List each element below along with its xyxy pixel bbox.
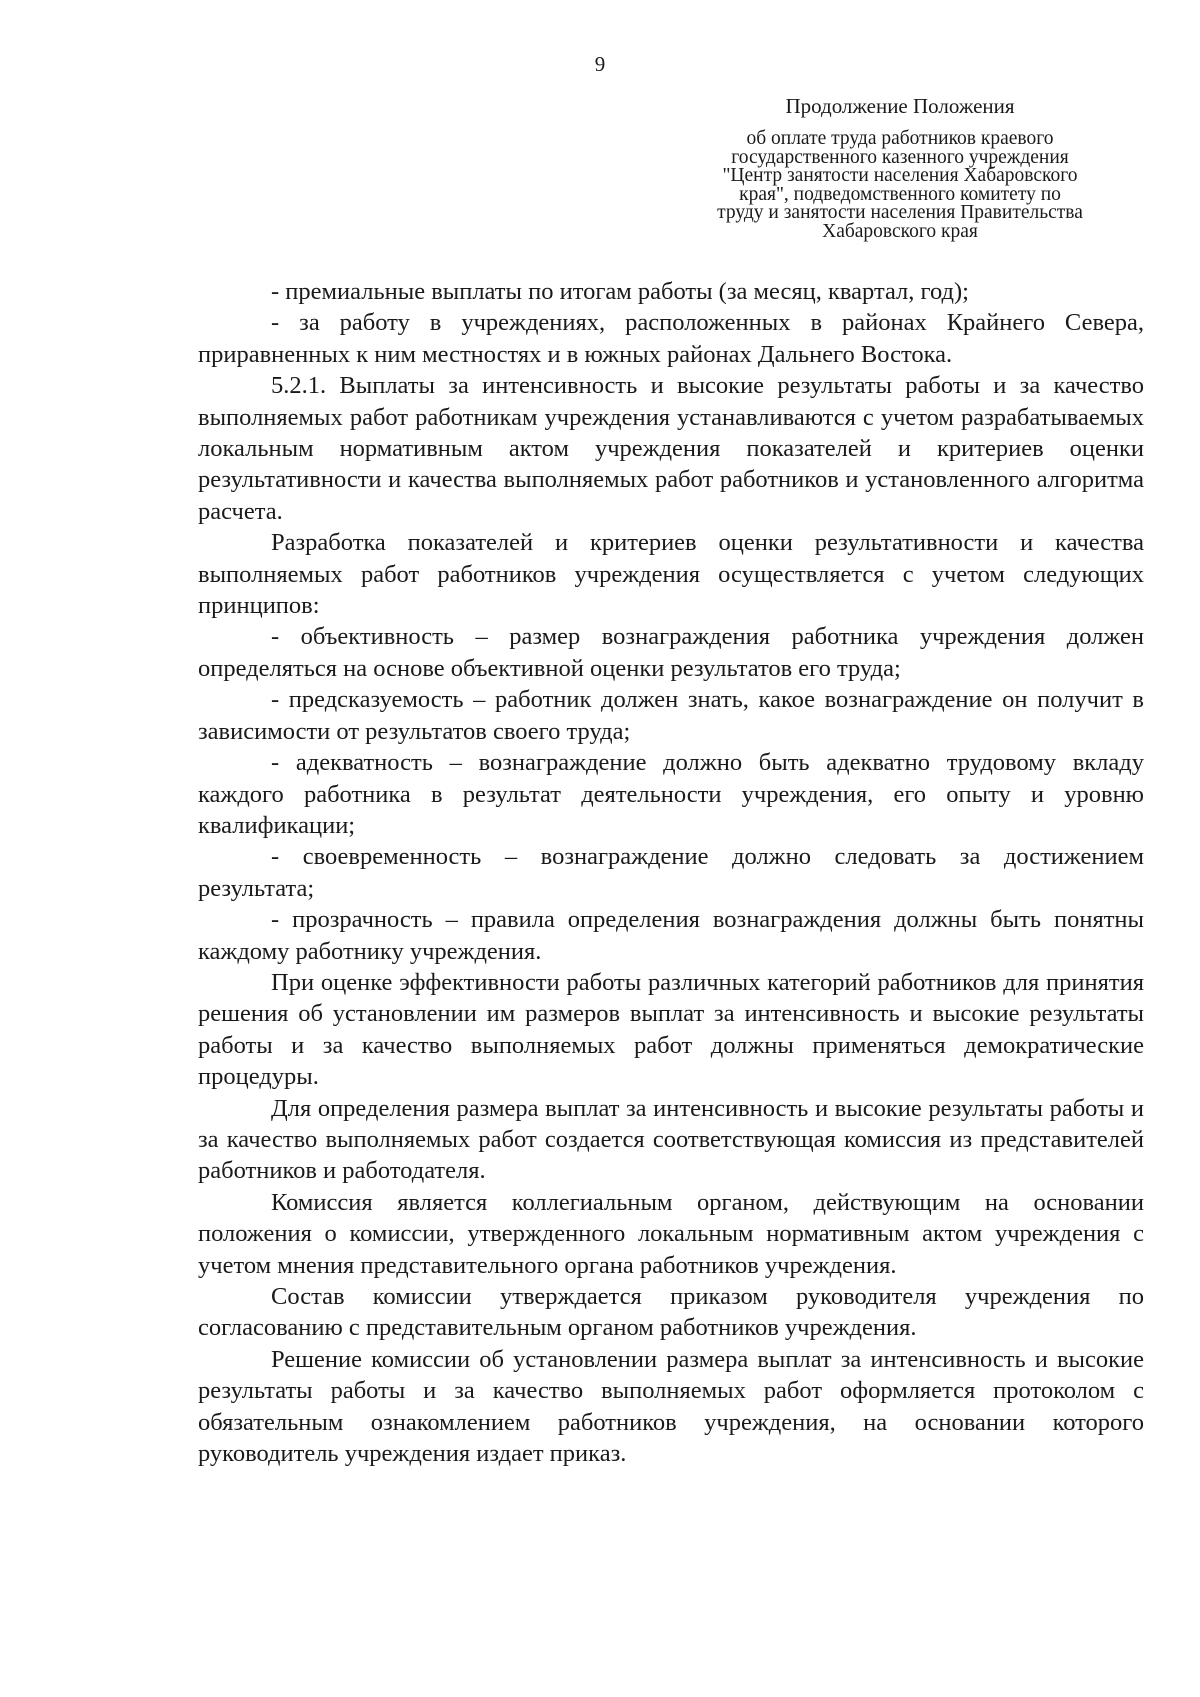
paragraph: - адекватность – вознаграждение должно быть адекватно трудовому вкладу каждого работника в результат деятельности учреждения, его опыту и уровню квалификации;	[198, 749, 1144, 839]
header-line: Хабаровского края	[822, 220, 978, 242]
paragraph: Состав комиссии утверждается приказом руководителя учреждения по согласованию с представительным органом работников учреждения.	[198, 1283, 1144, 1342]
paragraph: Разработка показателей и критериев оценки результативности и качества выполняемых работ работников учреждения осуществляется с учетом следующих принципов:	[198, 529, 1144, 620]
document-header	[660, 92, 1140, 242]
paragraph: 5.2.1. Выплаты за интенсивность и высокие результаты работы и за качество выполняемых работ работникам учреждения устанавливаются с учетом разрабатываемых локальным нормативным актом учреждения показателей и критериев оценки результативности и качества выполняемых работ работников и установленного алгоритма расчета.	[198, 372, 1144, 525]
header-title: Продолжение Положения	[785, 94, 1015, 118]
paragraph: При оценке эффективности работы различных категорий работников для принятия решения об установлении им размеров выплат за интенсивность и высокие результаты работы и за качество выполняемых работ должны применяться демократические процедуры.	[198, 968, 1144, 1091]
header-line: государственного казенного учреждения	[731, 146, 1069, 168]
header-subtitle	[660, 130, 1140, 242]
paragraph: Для определения размера выплат за интенсивность и высокие результаты работы и за качество выполняемых работ создается соответствующая комиссия из представителей работников и работодателя.	[198, 1094, 1144, 1185]
paragraph: - предсказуемость – работник должен знать, какое вознаграждение он получит в зависимости от результатов своего труда;	[198, 686, 1144, 745]
header-line: об оплате труда работников краевого	[746, 128, 1054, 149]
paragraph: - своевременность – вознаграждение должно следовать за достижением результата;	[198, 843, 1144, 902]
paragraph: - прозрачность – правила определения вознаграждения должны быть понятны каждому работнику учреждения.	[198, 906, 1144, 965]
header-line: "Центр занятости населения Хабаровского	[722, 165, 1078, 187]
page-number: 9	[594, 52, 606, 76]
paragraph: - за работу в учреждениях, расположенных в районах Крайнего Севера, приравненных к ним местностях и в южных районах Дальнего Востока.	[198, 309, 1144, 368]
header-line: труду и занятости населения Правительства	[717, 202, 1083, 224]
header-line: края", подведомственного комитету по	[739, 183, 1061, 205]
paragraph: Решение комиссии об установлении размера выплат за интенсивность и высокие результаты работы и за качество выполняемых работ оформляется протоколом с обязательным ознакомлением работников учреждения, на основании которого руководитель учреждения издает приказ.	[198, 1345, 1144, 1468]
document-body	[198, 276, 1144, 1469]
paragraph: - премиальные выплаты по итогам работы (за месяц, квартал, год);	[271, 278, 969, 305]
paragraph: - объективность – размер вознаграждения работника учреждения должен определяться на основе объективной оценки результатов его труда;	[198, 623, 1144, 682]
paragraph: Комиссия является коллегиальным органом, действующим на основании положения о комиссии, утвержденного локальным нормативным актом учреждения с учетом мнения представительного органа работников учреждения.	[198, 1188, 1144, 1279]
